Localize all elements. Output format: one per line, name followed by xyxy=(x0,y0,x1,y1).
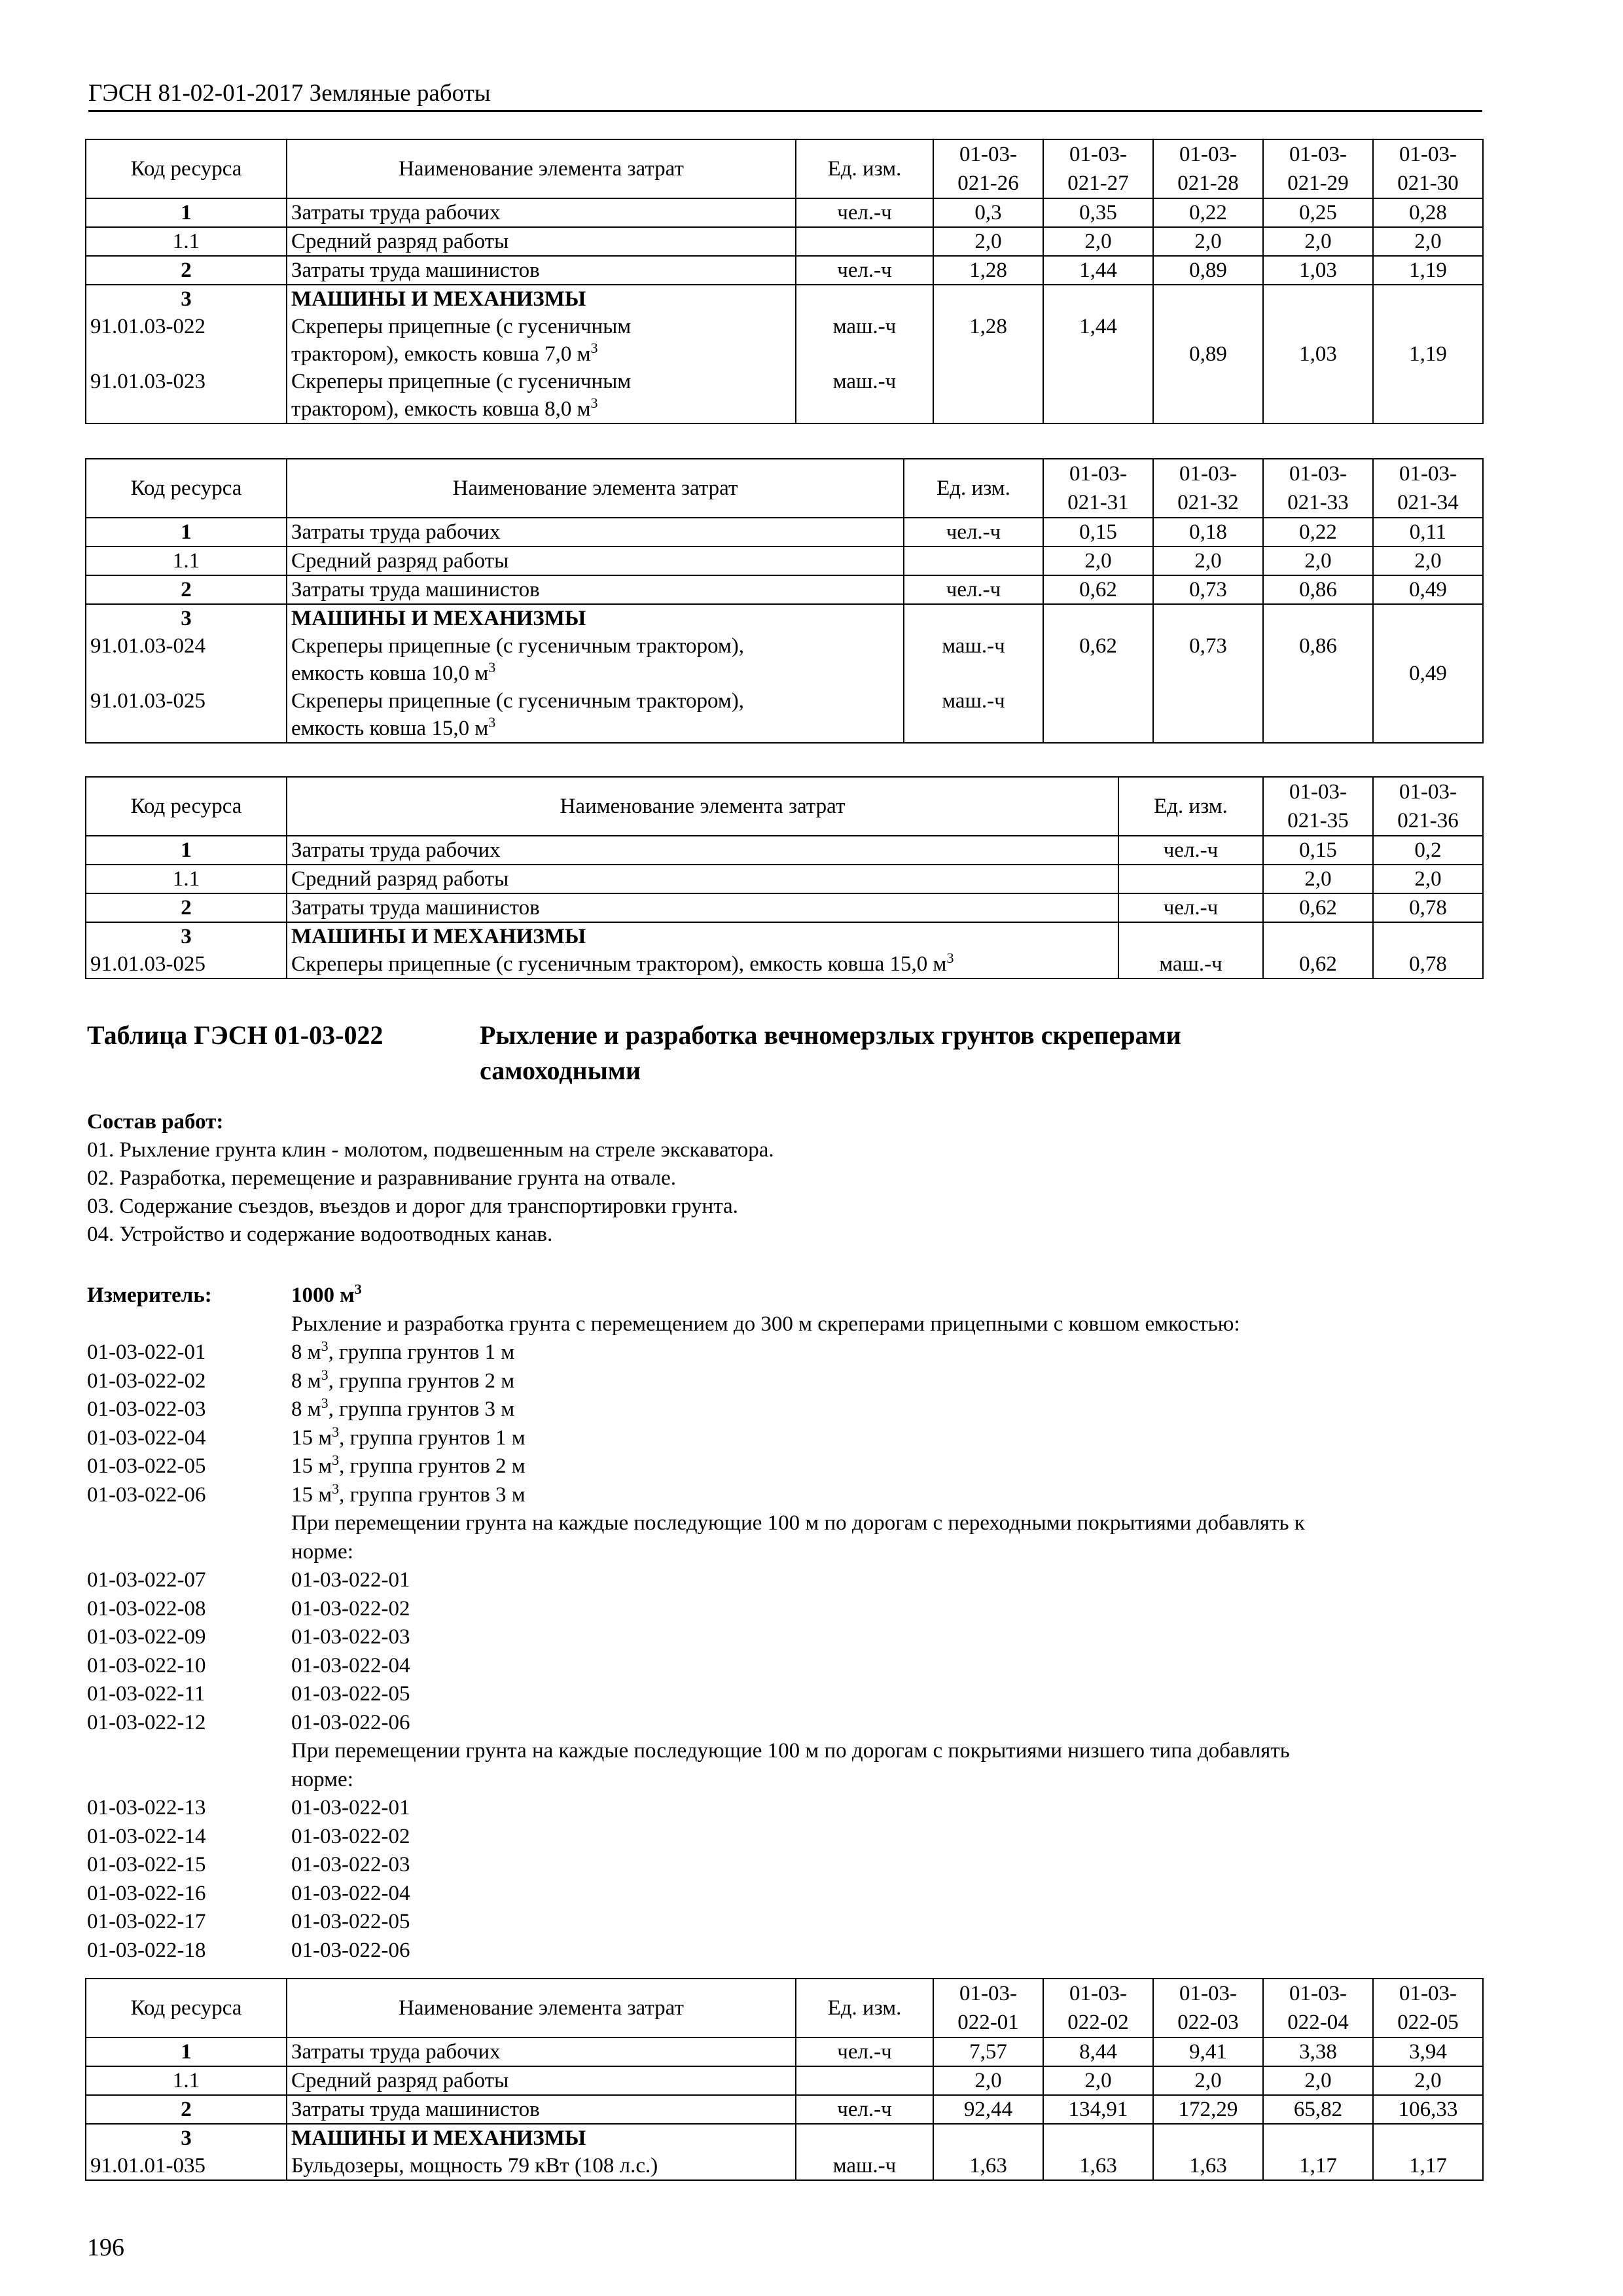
value-cell: 1,44 xyxy=(1043,256,1153,285)
value-cell: 0,25 xyxy=(1263,198,1373,227)
list-item: 01-03-022-02 8 $м^3$, группа грунтов 2 м xyxy=(87,1366,515,1393)
col-header-code: Код ресурса xyxy=(86,1979,287,2037)
value-cell: 65,82 xyxy=(1263,2095,1373,2124)
resource-unit: маш.-ч xyxy=(796,2124,933,2180)
table-row xyxy=(86,2124,1483,2180)
col-header-unit: Ед. изм. xyxy=(1118,777,1263,836)
list-item: 03. Содержание съездов, въездов и дорог для транспортировки грунта. xyxy=(87,1194,738,1218)
value-cell: 172,29 xyxy=(1153,2095,1263,2124)
resource-unit xyxy=(1118,865,1263,893)
meter-label: Измеритель: xyxy=(87,1283,212,1307)
list-item: 02. Разработка, перемещение и разравнивание грунта на отвале. xyxy=(87,1166,677,1190)
meter-row xyxy=(87,1282,1494,1310)
resource-name: Затраты труда машинистов xyxy=(287,575,904,604)
value-cell: 1,03 xyxy=(1263,285,1373,423)
resource-code: 1.1 xyxy=(86,2066,287,2095)
value-cell: 1,19 xyxy=(1373,256,1483,285)
list-item: 01-03-022-10 01-03-022-04 xyxy=(87,1653,410,1677)
col-header-name: Наименование элемента затрат xyxy=(287,1979,796,2037)
resource-code: 1 xyxy=(86,198,287,227)
list-item: 01-03-022-07 01-03-022-01 xyxy=(87,1568,410,1592)
table-row xyxy=(86,2095,1483,2124)
value-cell: 2,0 xyxy=(1373,227,1483,256)
list-item: норме: xyxy=(291,1767,353,1791)
resource-table-1 xyxy=(85,139,1484,424)
value-cell: 9,41 xyxy=(1153,2037,1263,2066)
value-cell: 0,62 xyxy=(1043,575,1153,604)
list-item: 04. Устройство и содержание водоотводных канав. xyxy=(87,1223,553,1246)
value-cell: 1,44 xyxy=(1043,285,1153,423)
value-cell: 7,57 xyxy=(933,2037,1043,2066)
value-cell: 0,11 xyxy=(1373,518,1483,547)
resource-unit: чел.-ч xyxy=(796,2095,933,2124)
col-header-norm: 01-03- 021-33 xyxy=(1263,459,1373,518)
col-header-name: Наименование элемента затрат xyxy=(287,459,904,518)
resource-code: 3 91.01.03-024 91.01.03-025 xyxy=(86,604,287,743)
col-header-norm: 01-03- 021-27 xyxy=(1043,139,1153,198)
resource-unit xyxy=(796,227,933,256)
resource-unit: чел.-ч xyxy=(796,198,933,227)
value-cell: 2,0 xyxy=(1153,547,1263,575)
resource-unit xyxy=(796,2066,933,2095)
col-header-norm: 01-03- 022-02 xyxy=(1043,1979,1153,2037)
norms-list xyxy=(87,1282,1494,1965)
list-item: 01-03-022-15 01-03-022-03 xyxy=(87,1853,410,1876)
col-header-name: Наименование элемента затрат xyxy=(287,139,796,198)
resource-unit: чел.-ч xyxy=(1118,893,1263,922)
col-header-name: Наименование элемента затрат xyxy=(287,777,1118,836)
value-cell: 0,62 xyxy=(1043,604,1153,743)
resource-unit: маш.-ч маш.-ч xyxy=(796,285,933,423)
resource-code: 2 xyxy=(86,256,287,285)
value-cell: 3,94 xyxy=(1373,2037,1483,2066)
value-cell: 8,44 xyxy=(1043,2037,1153,2066)
table-row xyxy=(86,836,1483,865)
table-row xyxy=(86,547,1483,575)
value-cell: 134,91 xyxy=(1043,2095,1153,2124)
resource-name: МАШИНЫ И МЕХАНИЗМЫ Скреперы прицепные (с гусеничным трактором), емкость ковша 15,0 $м^3$ xyxy=(287,922,1118,978)
col-header-unit: Ед. изм. xyxy=(904,459,1043,518)
list-item: При перемещении грунта на каждые последующие 100 м по дорогам с переходными покрытиями добавлять к xyxy=(291,1511,1305,1535)
value-cell: 2,0 xyxy=(1153,2066,1263,2095)
list-item: 01-03-022-03 8 $м^3$, группа грунтов 3 м xyxy=(87,1395,515,1421)
table-row xyxy=(86,198,1483,227)
value-cell: 0,35 xyxy=(1043,198,1153,227)
col-header-code: Код ресурса xyxy=(86,777,287,836)
resource-unit xyxy=(904,547,1043,575)
value-cell: 0,78 xyxy=(1373,893,1483,922)
table-title: Рыхление и разработка вечномерзлых грунтов скреперами самоходными xyxy=(480,1020,1181,1085)
value-cell: 2,0 xyxy=(1373,2066,1483,2095)
value-cell: 2,0 xyxy=(933,2066,1043,2095)
value-cell: 2,0 xyxy=(1373,547,1483,575)
resource-name: МАШИНЫ И МЕХАНИЗМЫ Скреперы прицепные (с гусеничным трактором), емкость ковша 7,0 $м^3$ Скреперы прицепные (с гусеничным трактором), емкость ковша 8,0 $м^3$ xyxy=(287,285,796,423)
value-cell: 1,28 xyxy=(933,256,1043,285)
running-header: ГЭСН 81-02-01-2017 Земляные работы xyxy=(88,77,1482,112)
value-cell: 0,28 xyxy=(1373,198,1483,227)
resource-table-4 xyxy=(85,1978,1484,2181)
value-cell: 0,89 xyxy=(1153,256,1263,285)
resource-code: 3 91.01.03-022 91.01.03-023 xyxy=(86,285,287,423)
value-cell: 2,0 xyxy=(1263,2066,1373,2095)
col-header-norm: 01-03- 021-28 xyxy=(1153,139,1263,198)
value-cell: 0,62 xyxy=(1263,893,1373,922)
resource-unit: чел.-ч xyxy=(796,256,933,285)
list-item: 01-03-022-13 01-03-022-01 xyxy=(87,1796,410,1820)
list-item: 01-03-022-01 8 $м^3$, группа грунтов 1 м xyxy=(87,1338,515,1364)
resource-unit: чел.-ч xyxy=(1118,836,1263,865)
col-header-norm: 01-03- 021-30 xyxy=(1373,139,1483,198)
resource-code: 3 91.01.03-025 xyxy=(86,922,287,978)
table-row xyxy=(86,518,1483,547)
value-cell: 2,0 xyxy=(1263,865,1373,893)
value-cell: 0,73 xyxy=(1153,604,1263,743)
col-header-code: Код ресурса xyxy=(86,139,287,198)
value-cell: 1,17 xyxy=(1263,2124,1373,2180)
col-header-norm: 01-03- 022-01 xyxy=(933,1979,1043,2037)
resource-name: Затраты труда рабочих xyxy=(287,518,904,547)
value-cell: 0,15 xyxy=(1043,518,1153,547)
list-item: 01-03-022-17 01-03-022-05 xyxy=(87,1910,410,1933)
list-item: 01-03-022-08 01-03-022-02 xyxy=(87,1596,410,1621)
resource-code: 1.1 xyxy=(86,227,287,256)
value-cell: 106,33 xyxy=(1373,2095,1483,2124)
resource-code: 1.1 xyxy=(86,547,287,575)
resource-name: Затраты труда рабочих xyxy=(287,198,796,227)
col-header-unit: Ед. изм. xyxy=(796,139,933,198)
resource-code: 1.1 xyxy=(86,865,287,893)
list-item: 01-03-022-14 01-03-022-02 xyxy=(87,1824,410,1848)
table-row xyxy=(86,285,1483,423)
value-cell: 1,17 xyxy=(1373,2124,1483,2180)
value-cell: 0,89 xyxy=(1153,285,1263,423)
table-row xyxy=(86,922,1483,978)
value-cell: 0,86 xyxy=(1263,575,1373,604)
value-cell: 0,49 xyxy=(1373,575,1483,604)
table-row xyxy=(86,2037,1483,2066)
list-item: 01-03-022-16 01-03-022-04 xyxy=(87,1881,410,1905)
resource-name: МАШИНЫ И МЕХАНИЗМЫ Скреперы прицепные (с гусеничным трактором), емкость ковша 10,0 $м^3$ Скреперы прицепные (с гусеничным трактором), емкость ковша 15,0 $м^3$ xyxy=(287,604,904,743)
value-cell: 1,28 xyxy=(933,285,1043,423)
resource-name: Средний разряд работы xyxy=(287,227,796,256)
list-item: 01-03-022-18 01-03-022-06 xyxy=(87,1938,410,1962)
col-header-norm: 01-03- 021-26 xyxy=(933,139,1043,198)
value-cell: 2,0 xyxy=(1263,227,1373,256)
table-row xyxy=(86,604,1483,743)
table-label: Таблица ГЭСН 01-03-022 xyxy=(87,1020,383,1050)
resource-code: 2 xyxy=(86,575,287,604)
resource-name: Средний разряд работы xyxy=(287,547,904,575)
list-item: 01. Рыхление грунта клин - молотом, подвешенным на стреле экскаватора. xyxy=(87,1138,774,1162)
resource-unit: маш.-ч xyxy=(1118,922,1263,978)
value-cell: 0,22 xyxy=(1263,518,1373,547)
resource-name: Затраты труда рабочих xyxy=(287,2037,796,2066)
col-header-norm: 01-03- 021-31 xyxy=(1043,459,1153,518)
resource-name: Средний разряд работы xyxy=(287,865,1118,893)
resource-name: Затраты труда машинистов xyxy=(287,2095,796,2124)
resource-table-2 xyxy=(85,458,1484,744)
col-header-norm: 01-03- 021-29 xyxy=(1263,139,1373,198)
list-item: 01-03-022-11 01-03-022-05 xyxy=(87,1682,410,1706)
value-cell: 2,0 xyxy=(1043,547,1153,575)
value-cell: 0,73 xyxy=(1153,575,1263,604)
col-header-norm: 01-03- 021-35 xyxy=(1263,777,1373,836)
value-cell: 2,0 xyxy=(1263,547,1373,575)
table-row xyxy=(86,2066,1483,2095)
resource-name: Затраты труда машинистов xyxy=(287,893,1118,922)
value-cell: 1,63 xyxy=(1043,2124,1153,2180)
col-header-norm: 01-03- 021-32 xyxy=(1153,459,1263,518)
resource-code: 1 xyxy=(86,836,287,865)
value-cell: 2,0 xyxy=(1373,865,1483,893)
value-cell: 0,15 xyxy=(1263,836,1373,865)
value-cell: 0,2 xyxy=(1373,836,1483,865)
works-list xyxy=(87,1108,774,1249)
resource-code: 3 91.01.01-035 xyxy=(86,2124,287,2180)
value-cell: 2,0 xyxy=(1043,227,1153,256)
col-header-norm: 01-03- 021-36 xyxy=(1373,777,1483,836)
table-row xyxy=(86,227,1483,256)
value-cell: 0,49 xyxy=(1373,604,1483,743)
works-heading: Состав работ: xyxy=(87,1110,224,1134)
page-number: 196 xyxy=(87,2234,124,2261)
resource-unit: чел.-ч xyxy=(904,575,1043,604)
value-cell: 1,19 xyxy=(1373,285,1483,423)
value-cell: 0,86 xyxy=(1263,604,1373,743)
table-row xyxy=(86,865,1483,893)
list-item: норме: xyxy=(291,1539,353,1564)
value-cell: 0,62 xyxy=(1263,922,1373,978)
meter-value: 1000 $м^3$ xyxy=(291,1281,362,1307)
list-item: 01-03-022-05 15 $м^3$, группа грунтов 2 м xyxy=(87,1452,526,1478)
resource-table-3 xyxy=(85,776,1484,979)
value-cell: 0,18 xyxy=(1153,518,1263,547)
table-row xyxy=(86,256,1483,285)
list-item: 01-03-022-04 15 $м^3$, группа грунтов 1 м xyxy=(87,1423,526,1450)
col-header-code: Код ресурса xyxy=(86,459,287,518)
value-cell: 2,0 xyxy=(1043,2066,1153,2095)
col-header-norm: 01-03- 022-03 xyxy=(1153,1979,1263,2037)
value-cell: 92,44 xyxy=(933,2095,1043,2124)
resource-code: 1 xyxy=(86,2037,287,2066)
table-row xyxy=(86,893,1483,922)
resource-code: 2 xyxy=(86,893,287,922)
value-cell: 0,3 xyxy=(933,198,1043,227)
resource-name: Затраты труда рабочих xyxy=(287,836,1118,865)
value-cell: 1,63 xyxy=(1153,2124,1263,2180)
list-item: Рыхление и разработка грунта с перемещением до 300 м скреперами прицепными с ковшом емкостью: xyxy=(291,1312,1240,1336)
list-item: При перемещении грунта на каждые последующие 100 м по дорогам с покрытиями низшего типа добавлять xyxy=(291,1739,1290,1763)
list-item: 01-03-022-09 01-03-022-03 xyxy=(87,1625,410,1649)
resource-code: 1 xyxy=(86,518,287,547)
value-cell: 1,03 xyxy=(1263,256,1373,285)
resource-name: Затраты труда машинистов xyxy=(287,256,796,285)
col-header-norm: 01-03- 022-04 xyxy=(1263,1979,1373,2037)
resource-name: МАШИНЫ И МЕХАНИЗМЫ Бульдозеры, мощность 79 кВт (108 л.с.) xyxy=(287,2124,796,2180)
resource-unit: чел.-ч xyxy=(904,518,1043,547)
value-cell: 0,78 xyxy=(1373,922,1483,978)
col-header-norm: 01-03- 021-34 xyxy=(1373,459,1483,518)
col-header-norm: 01-03- 022-05 xyxy=(1373,1979,1483,2037)
resource-name: Средний разряд работы xyxy=(287,2066,796,2095)
list-item: 01-03-022-12 01-03-022-06 xyxy=(87,1710,410,1734)
value-cell: 2,0 xyxy=(933,227,1043,256)
resource-code: 2 xyxy=(86,2095,287,2124)
value-cell: 1,63 xyxy=(933,2124,1043,2180)
value-cell: 3,38 xyxy=(1263,2037,1373,2066)
value-cell: 0,22 xyxy=(1153,198,1263,227)
resource-unit: маш.-ч маш.-ч xyxy=(904,604,1043,743)
col-header-unit: Ед. изм. xyxy=(796,1979,933,2037)
table-row xyxy=(86,575,1483,604)
value-cell: 2,0 xyxy=(1153,227,1263,256)
list-item: 01-03-022-06 15 $м^3$, группа грунтов 3 м xyxy=(87,1480,526,1507)
resource-unit: чел.-ч xyxy=(796,2037,933,2066)
